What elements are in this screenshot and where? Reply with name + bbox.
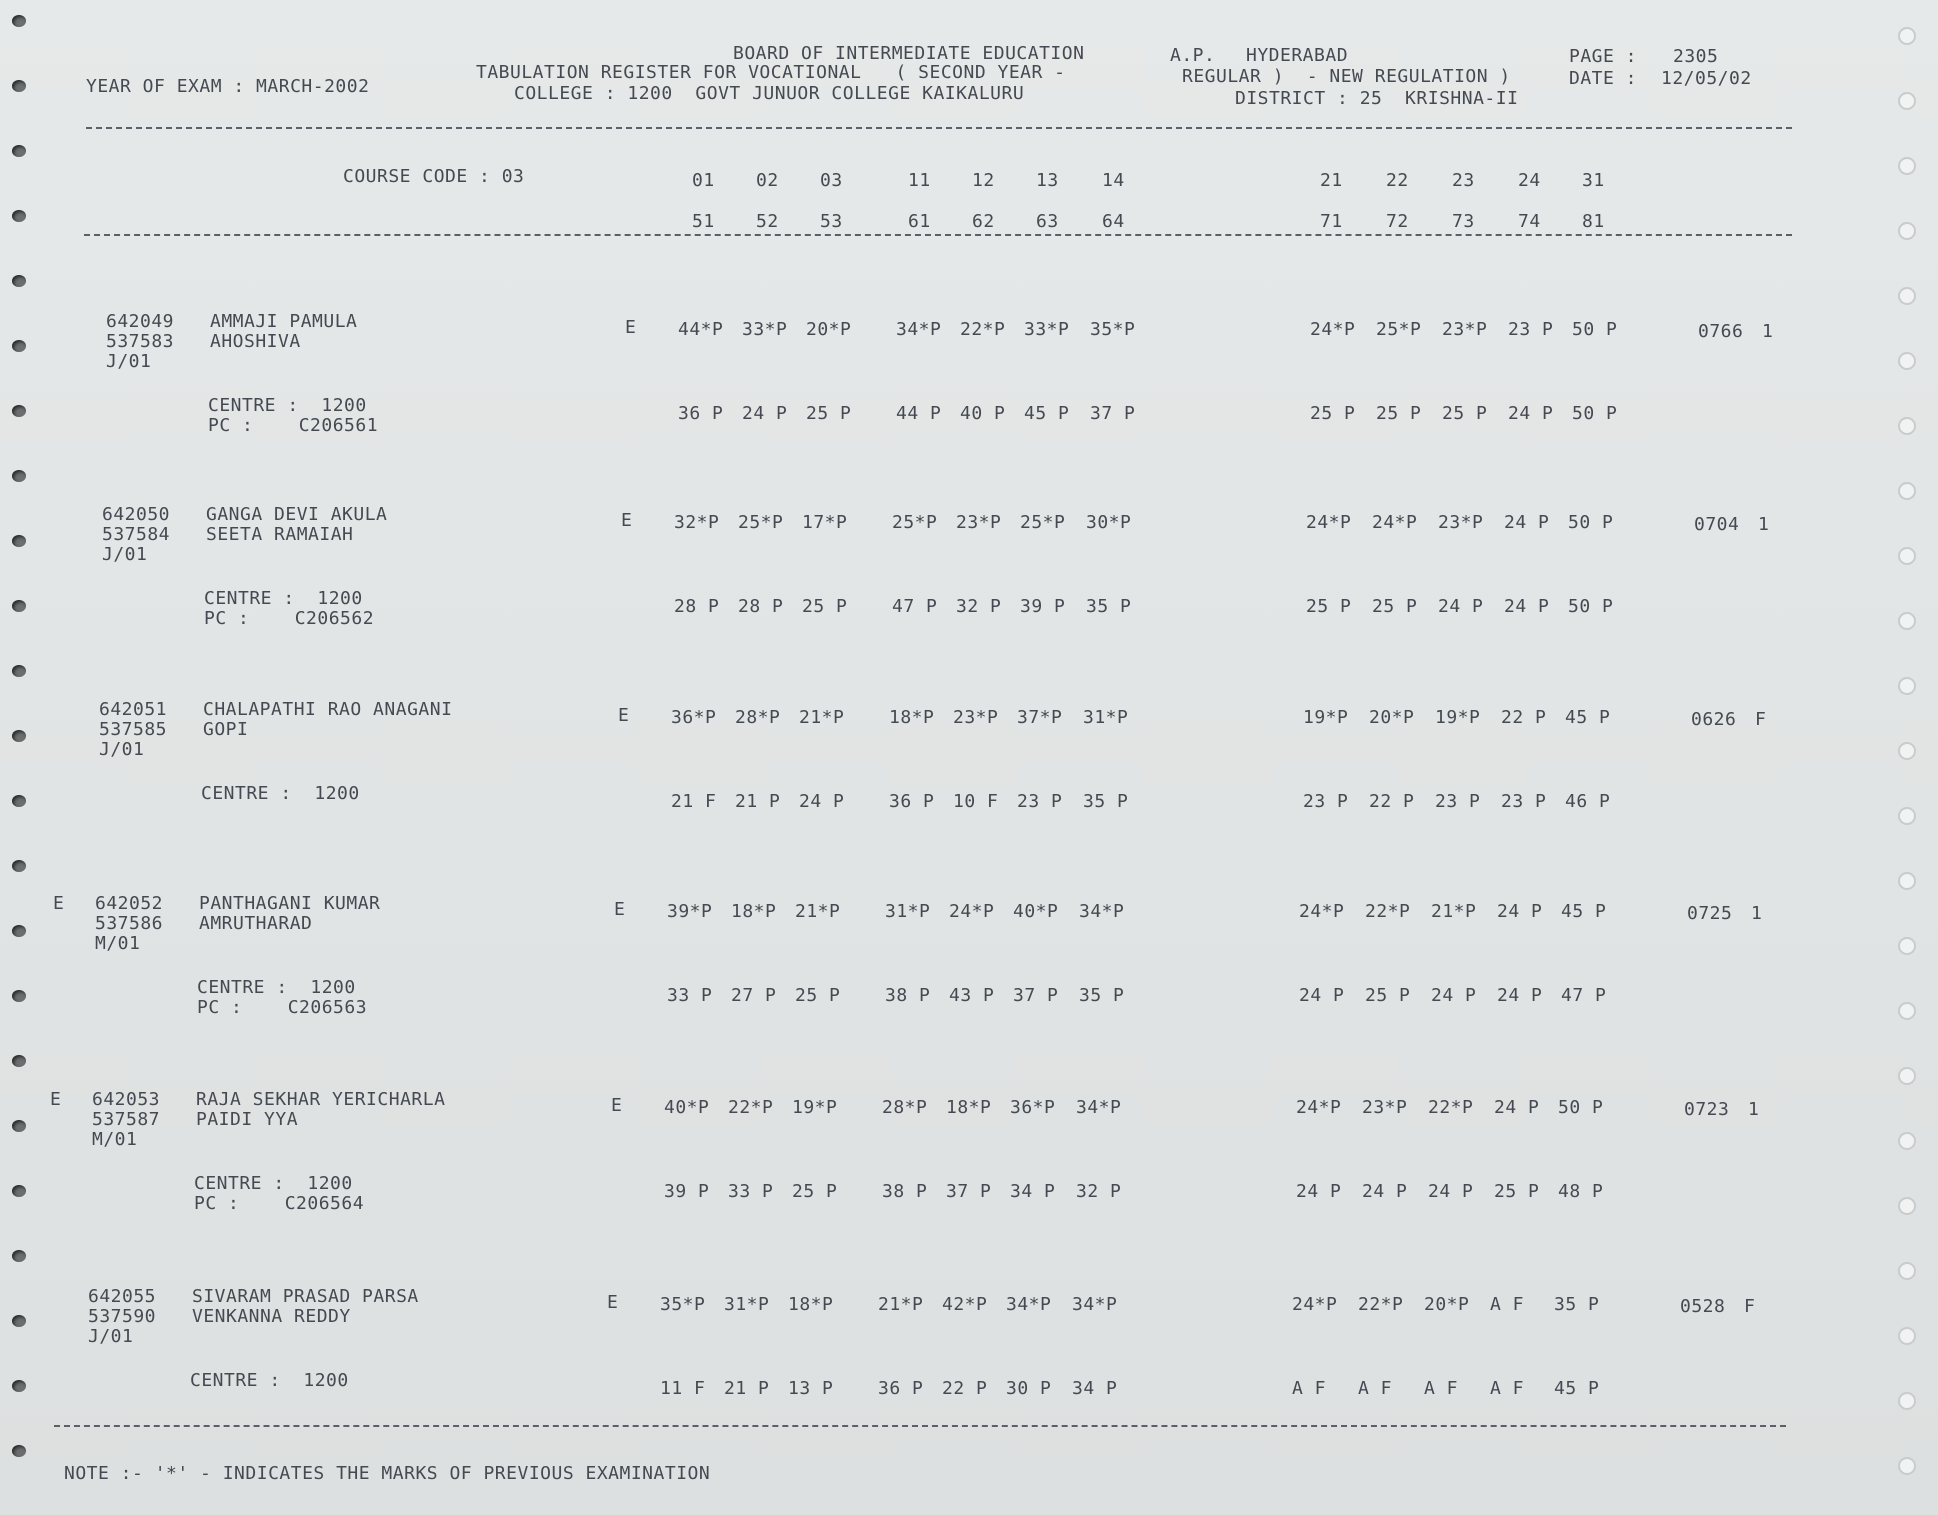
- mark-current: 10 F: [953, 791, 999, 812]
- total-marks: 0704: [1694, 514, 1740, 535]
- sprocket-hole: [12, 1055, 26, 1067]
- medium: E: [621, 510, 633, 531]
- mark-current: 34 P: [1072, 1378, 1118, 1399]
- mark-current: 38 P: [882, 1181, 928, 1202]
- sprocket-hole: [12, 470, 26, 482]
- sprocket-hole: [12, 340, 26, 352]
- subject-code: 72: [1386, 211, 1409, 232]
- record-prefix: E: [53, 893, 65, 914]
- mark-previous: 23*P: [956, 512, 1002, 533]
- mark-current: 22 P: [1369, 791, 1415, 812]
- mark-previous: 28*P: [882, 1097, 928, 1118]
- mark-previous: 22*P: [1358, 1294, 1404, 1315]
- mark-previous: 45 P: [1565, 707, 1611, 728]
- sprocket-hole: [12, 1380, 26, 1392]
- mark-current: 36 P: [878, 1378, 924, 1399]
- mark-current: 25 P: [806, 403, 852, 424]
- mark-current: 25 P: [792, 1181, 838, 1202]
- sprocket-hole: [1898, 1132, 1916, 1150]
- mark-current: 35 P: [1083, 791, 1129, 812]
- college: COLLEGE : 1200 GOVT JUNUOR COLLEGE KAIKALURU: [514, 83, 1025, 104]
- state: A.P.: [1170, 45, 1216, 66]
- centre: CENTRE : 1200: [204, 588, 363, 609]
- sprocket-hole: [12, 275, 26, 287]
- mark-current: 46 P: [1565, 791, 1611, 812]
- sprocket-hole: [1898, 287, 1916, 305]
- student-name: AMMAJI PAMULA: [210, 311, 358, 332]
- total-marks: 0723: [1684, 1099, 1730, 1120]
- sprocket-hole: [1898, 1457, 1916, 1475]
- mark-previous: 21*P: [1431, 901, 1477, 922]
- student-name: PANTHAGANI KUMAR: [199, 893, 381, 914]
- mark-previous: 28*P: [735, 707, 781, 728]
- mark-previous: 31*P: [885, 901, 931, 922]
- subject-code: 52: [756, 211, 779, 232]
- sprocket-hole: [12, 925, 26, 937]
- mark-previous: 22*P: [1365, 901, 1411, 922]
- parent-name: PAIDI YYA: [196, 1109, 299, 1130]
- pc-number: PC : C206563: [197, 997, 368, 1018]
- group-code: J/01: [102, 544, 148, 565]
- sprocket-hole: [1898, 1067, 1916, 1085]
- footer-rule: [54, 1425, 1786, 1427]
- district: DISTRICT : 25 KRISHNA-II: [1235, 88, 1519, 109]
- mark-previous: 25*P: [738, 512, 784, 533]
- sprocket-hole: [12, 860, 26, 872]
- mark-previous: 25*P: [1020, 512, 1066, 533]
- sprocket-hole: [1898, 482, 1916, 500]
- mark-previous: 24*P: [1292, 1294, 1338, 1315]
- mark-current: 35 P: [1086, 596, 1132, 617]
- sprocket-hole: [12, 1185, 26, 1197]
- total-marks: 0725: [1687, 903, 1733, 924]
- mark-current: 37 P: [946, 1181, 992, 1202]
- mark-previous: 35 P: [1554, 1294, 1600, 1315]
- mark-previous: A F: [1490, 1294, 1525, 1315]
- subject-code: 24: [1518, 170, 1541, 191]
- sprocket-hole: [1898, 677, 1916, 695]
- mark-current: 32 P: [1076, 1181, 1122, 1202]
- sprocket-hole: [1898, 612, 1916, 630]
- mark-current: 23 P: [1501, 791, 1547, 812]
- sprocket-hole: [1898, 92, 1916, 110]
- mark-previous: 39*P: [667, 901, 713, 922]
- mark-current: 25 P: [1494, 1181, 1540, 1202]
- subject-code: 21: [1320, 170, 1343, 191]
- mark-previous: 19*P: [1303, 707, 1349, 728]
- subject-code: 02: [756, 170, 779, 191]
- mark-previous: 24*P: [1299, 901, 1345, 922]
- student-name: SIVARAM PRASAD PARSA: [192, 1286, 419, 1307]
- mark-previous: 24 P: [1504, 512, 1550, 533]
- mark-previous: 31*P: [724, 1294, 770, 1315]
- mark-previous: 21*P: [799, 707, 845, 728]
- sprocket-hole: [1898, 27, 1916, 45]
- sprocket-hole: [12, 990, 26, 1002]
- mark-previous: 18*P: [946, 1097, 992, 1118]
- mark-current: 25 P: [1365, 985, 1411, 1006]
- registration-number: 642050: [102, 504, 171, 525]
- mark-current: 30 P: [1006, 1378, 1052, 1399]
- mark-current: 25 P: [1310, 403, 1356, 424]
- sprocket-hole: [1898, 742, 1916, 760]
- mark-previous: 24 P: [1494, 1097, 1540, 1118]
- mark-current: 25 P: [802, 596, 848, 617]
- subject-code: 03: [820, 170, 843, 191]
- centre: CENTRE : 1200: [194, 1173, 353, 1194]
- mark-current: 39 P: [1020, 596, 1066, 617]
- mark-previous: 42*P: [942, 1294, 988, 1315]
- mark-previous: 22*P: [1428, 1097, 1474, 1118]
- mark-current: 36 P: [889, 791, 935, 812]
- mark-current: 24 P: [1438, 596, 1484, 617]
- sprocket-hole: [1898, 1327, 1916, 1345]
- mark-current: 32 P: [956, 596, 1002, 617]
- mark-previous: 25*P: [892, 512, 938, 533]
- sprocket-hole: [1898, 547, 1916, 565]
- subject-code: 51: [692, 211, 715, 232]
- sprocket-hole: [1898, 807, 1916, 825]
- sprocket-hole: [12, 795, 26, 807]
- subject-code: 23: [1452, 170, 1475, 191]
- subject-code: 22: [1386, 170, 1409, 191]
- mark-previous: 50 P: [1568, 512, 1614, 533]
- sprocket-hole: [1898, 417, 1916, 435]
- registration-number: 642055: [88, 1286, 157, 1307]
- mark-current: 34 P: [1010, 1181, 1056, 1202]
- sprocket-hole: [12, 535, 26, 547]
- subject-code: 53: [820, 211, 843, 232]
- mark-current: A F: [1292, 1378, 1327, 1399]
- mark-current: 24 P: [1362, 1181, 1408, 1202]
- group-code: J/01: [106, 351, 152, 372]
- column-header-rule: [84, 234, 1792, 236]
- parent-name: AMRUTHARAD: [199, 913, 313, 934]
- pc-number: PC : C206564: [194, 1193, 365, 1214]
- mark-previous: 34*P: [896, 319, 942, 340]
- mark-current: 25 P: [1442, 403, 1488, 424]
- sprocket-hole: [12, 1120, 26, 1132]
- mark-current: 24 P: [1431, 985, 1477, 1006]
- mark-current: 44 P: [896, 403, 942, 424]
- sprocket-hole: [12, 1445, 26, 1457]
- register-title: TABULATION REGISTER FOR VOCATIONAL ( SECOND YEAR -: [476, 62, 1066, 83]
- page-number: 2305: [1673, 46, 1719, 67]
- mark-previous: 30*P: [1086, 512, 1132, 533]
- sprocket-hole: [12, 210, 26, 222]
- mark-previous: 23*P: [1362, 1097, 1408, 1118]
- centre: CENTRE : 1200: [208, 395, 367, 416]
- mark-previous: 19*P: [792, 1097, 838, 1118]
- mark-previous: 18*P: [731, 901, 777, 922]
- centre: CENTRE : 1200: [197, 977, 356, 998]
- medium: E: [625, 317, 637, 338]
- right-sprocket-holes: [1898, 0, 1918, 1515]
- mark-previous: 22*P: [728, 1097, 774, 1118]
- sprocket-hole: [1898, 872, 1916, 890]
- subject-code: 71: [1320, 211, 1343, 232]
- subject-code: 63: [1036, 211, 1059, 232]
- subject-code: 12: [972, 170, 995, 191]
- date-label: DATE :: [1569, 68, 1638, 89]
- sprocket-hole: [12, 665, 26, 677]
- mark-current: 33 P: [667, 985, 713, 1006]
- mark-previous: 22*P: [960, 319, 1006, 340]
- sprocket-hole: [12, 1250, 26, 1262]
- subject-code: 11: [908, 170, 931, 191]
- mark-current: 24 P: [1299, 985, 1345, 1006]
- mark-previous: 24*P: [1306, 512, 1352, 533]
- subject-code: 61: [908, 211, 931, 232]
- sprocket-hole: [1898, 937, 1916, 955]
- subject-code: 74: [1518, 211, 1541, 232]
- mark-previous: 34*P: [1076, 1097, 1122, 1118]
- mark-current: 13 P: [788, 1378, 834, 1399]
- group-code: J/01: [99, 739, 145, 760]
- mark-previous: 24*P: [949, 901, 995, 922]
- sprocket-hole: [1898, 1002, 1916, 1020]
- subject-code: 31: [1582, 170, 1605, 191]
- mark-previous: 45 P: [1561, 901, 1607, 922]
- sprocket-hole: [1898, 1392, 1916, 1410]
- subject-code: 01: [692, 170, 715, 191]
- mark-current: 24 P: [1504, 596, 1550, 617]
- mark-previous: 44*P: [678, 319, 724, 340]
- student-name: RAJA SEKHAR YERICHARLA: [196, 1089, 446, 1110]
- subject-code: 14: [1102, 170, 1125, 191]
- mark-previous: 21*P: [878, 1294, 924, 1315]
- mark-current: 47 P: [892, 596, 938, 617]
- mark-current: 37 P: [1090, 403, 1136, 424]
- sprocket-hole: [1898, 1197, 1916, 1215]
- sprocket-hole: [1898, 352, 1916, 370]
- mark-previous: 17*P: [802, 512, 848, 533]
- regulation: REGULAR ) - NEW REGULATION ): [1182, 66, 1511, 87]
- group-code: J/01: [88, 1326, 134, 1347]
- mark-previous: 34*P: [1072, 1294, 1118, 1315]
- mark-current: 25 P: [1306, 596, 1352, 617]
- board-name: BOARD OF INTERMEDIATE EDUCATION: [733, 43, 1085, 64]
- centre: CENTRE : 1200: [201, 783, 360, 804]
- mark-current: 27 P: [731, 985, 777, 1006]
- subject-code: 13: [1036, 170, 1059, 191]
- footnote: NOTE :- '*' - INDICATES THE MARKS OF PREVIOUS EXAMINATION: [64, 1463, 711, 1484]
- result: 1: [1758, 514, 1770, 535]
- hall-ticket-number: 537586: [95, 913, 164, 934]
- mark-previous: 18*P: [889, 707, 935, 728]
- mark-current: 24 P: [1296, 1181, 1342, 1202]
- total-marks: 0528: [1680, 1296, 1726, 1317]
- mark-previous: 35*P: [660, 1294, 706, 1315]
- mark-previous: 32*P: [674, 512, 720, 533]
- mark-previous: 50 P: [1572, 319, 1618, 340]
- year-of-exam: YEAR OF EXAM : MARCH-2002: [86, 76, 370, 97]
- mark-current: 21 P: [735, 791, 781, 812]
- subject-code: 81: [1582, 211, 1605, 232]
- mark-current: 23 P: [1017, 791, 1063, 812]
- hall-ticket-number: 537585: [99, 719, 168, 740]
- mark-previous: 34*P: [1006, 1294, 1052, 1315]
- mark-previous: 24*P: [1296, 1097, 1342, 1118]
- mark-current: 22 P: [942, 1378, 988, 1399]
- registration-number: 642051: [99, 699, 168, 720]
- subject-code: 62: [972, 211, 995, 232]
- centre: CENTRE : 1200: [190, 1370, 349, 1391]
- mark-current: 25 P: [795, 985, 841, 1006]
- sprocket-hole: [12, 80, 26, 92]
- total-marks: 0626: [1691, 709, 1737, 730]
- mark-previous: 23*P: [953, 707, 999, 728]
- mark-previous: 22 P: [1501, 707, 1547, 728]
- sprocket-hole: [12, 1315, 26, 1327]
- mark-current: 24 P: [1508, 403, 1554, 424]
- mark-previous: 23 P: [1508, 319, 1554, 340]
- mark-current: 24 P: [742, 403, 788, 424]
- mark-current: A F: [1490, 1378, 1525, 1399]
- result: F: [1755, 709, 1767, 730]
- mark-current: A F: [1424, 1378, 1459, 1399]
- mark-current: 40 P: [960, 403, 1006, 424]
- student-name: GANGA DEVI AKULA: [206, 504, 388, 525]
- pc-number: PC : C206562: [204, 608, 375, 629]
- mark-current: 24 P: [1428, 1181, 1474, 1202]
- mark-current: 35 P: [1079, 985, 1125, 1006]
- mark-previous: 23*P: [1438, 512, 1484, 533]
- hall-ticket-number: 537583: [106, 331, 175, 352]
- registration-number: 642052: [95, 893, 164, 914]
- mark-current: 43 P: [949, 985, 995, 1006]
- medium: E: [607, 1292, 619, 1313]
- pc-number: PC : C206561: [208, 415, 379, 436]
- course-code: COURSE CODE : 03: [343, 166, 525, 187]
- result: 1: [1762, 321, 1774, 342]
- mark-previous: 23*P: [1442, 319, 1488, 340]
- sprocket-hole: [12, 600, 26, 612]
- sprocket-hole: [1898, 1262, 1916, 1280]
- student-name: CHALAPATHI RAO ANAGANI: [203, 699, 453, 720]
- mark-previous: 25*P: [1376, 319, 1422, 340]
- mark-previous: 36*P: [1010, 1097, 1056, 1118]
- mark-previous: 50 P: [1558, 1097, 1604, 1118]
- total-marks: 0766: [1698, 321, 1744, 342]
- mark-previous: 24 P: [1497, 901, 1543, 922]
- parent-name: AHOSHIVA: [210, 331, 301, 352]
- mark-previous: 24*P: [1372, 512, 1418, 533]
- mark-current: 28 P: [738, 596, 784, 617]
- mark-current: 50 P: [1568, 596, 1614, 617]
- mark-current: 11 F: [660, 1378, 706, 1399]
- mark-previous: 33*P: [1024, 319, 1070, 340]
- hall-ticket-number: 537590: [88, 1306, 157, 1327]
- result: 1: [1748, 1099, 1760, 1120]
- sprocket-hole: [12, 15, 26, 27]
- mark-current: 24 P: [1497, 985, 1543, 1006]
- mark-current: 23 P: [1303, 791, 1349, 812]
- mark-current: 37 P: [1013, 985, 1059, 1006]
- registration-number: 642053: [92, 1089, 161, 1110]
- mark-current: 21 F: [671, 791, 717, 812]
- mark-current: 25 P: [1372, 596, 1418, 617]
- sprocket-hole: [12, 730, 26, 742]
- parent-name: GOPI: [203, 719, 249, 740]
- mark-previous: 33*P: [742, 319, 788, 340]
- city: HYDERABAD: [1246, 45, 1349, 66]
- record-prefix: E: [50, 1089, 62, 1110]
- sprocket-hole: [1898, 222, 1916, 240]
- medium: E: [614, 899, 626, 920]
- mark-previous: 37*P: [1017, 707, 1063, 728]
- page-label: PAGE :: [1569, 46, 1638, 67]
- mark-previous: 18*P: [788, 1294, 834, 1315]
- hall-ticket-number: 537584: [102, 524, 171, 545]
- mark-current: 24 P: [799, 791, 845, 812]
- mark-current: 47 P: [1561, 985, 1607, 1006]
- left-sprocket-holes: [4, 0, 24, 1515]
- medium: E: [611, 1095, 623, 1116]
- mark-current: 33 P: [728, 1181, 774, 1202]
- mark-previous: 20*P: [1369, 707, 1415, 728]
- mark-previous: 20*P: [1424, 1294, 1470, 1315]
- sprocket-hole: [1898, 157, 1916, 175]
- mark-previous: 20*P: [806, 319, 852, 340]
- parent-name: VENKANNA REDDY: [192, 1306, 351, 1327]
- mark-previous: 40*P: [1013, 901, 1059, 922]
- sprocket-hole: [12, 145, 26, 157]
- mark-current: 45 P: [1554, 1378, 1600, 1399]
- mark-previous: 21*P: [795, 901, 841, 922]
- mark-previous: 36*P: [671, 707, 717, 728]
- mark-current: 23 P: [1435, 791, 1481, 812]
- result: 1: [1751, 903, 1763, 924]
- subject-code: 64: [1102, 211, 1125, 232]
- mark-current: 38 P: [885, 985, 931, 1006]
- mark-current: 28 P: [674, 596, 720, 617]
- mark-current: 21 P: [724, 1378, 770, 1399]
- hall-ticket-number: 537587: [92, 1109, 161, 1130]
- mark-previous: 34*P: [1079, 901, 1125, 922]
- group-code: M/01: [92, 1129, 138, 1150]
- header-rule: [86, 127, 1792, 129]
- mark-previous: 35*P: [1090, 319, 1136, 340]
- mark-current: 36 P: [678, 403, 724, 424]
- result: F: [1744, 1296, 1756, 1317]
- group-code: M/01: [95, 933, 141, 954]
- mark-current: 48 P: [1558, 1181, 1604, 1202]
- medium: E: [618, 705, 630, 726]
- mark-current: A F: [1358, 1378, 1393, 1399]
- parent-name: SEETA RAMAIAH: [206, 524, 354, 545]
- mark-current: 25 P: [1376, 403, 1422, 424]
- mark-previous: 19*P: [1435, 707, 1481, 728]
- mark-previous: 40*P: [664, 1097, 710, 1118]
- mark-previous: 24*P: [1310, 319, 1356, 340]
- sprocket-hole: [12, 405, 26, 417]
- mark-current: 45 P: [1024, 403, 1070, 424]
- subject-code: 73: [1452, 211, 1475, 232]
- registration-number: 642049: [106, 311, 175, 332]
- mark-current: 50 P: [1572, 403, 1618, 424]
- mark-current: 39 P: [664, 1181, 710, 1202]
- date: 12/05/02: [1661, 68, 1752, 89]
- mark-previous: 31*P: [1083, 707, 1129, 728]
